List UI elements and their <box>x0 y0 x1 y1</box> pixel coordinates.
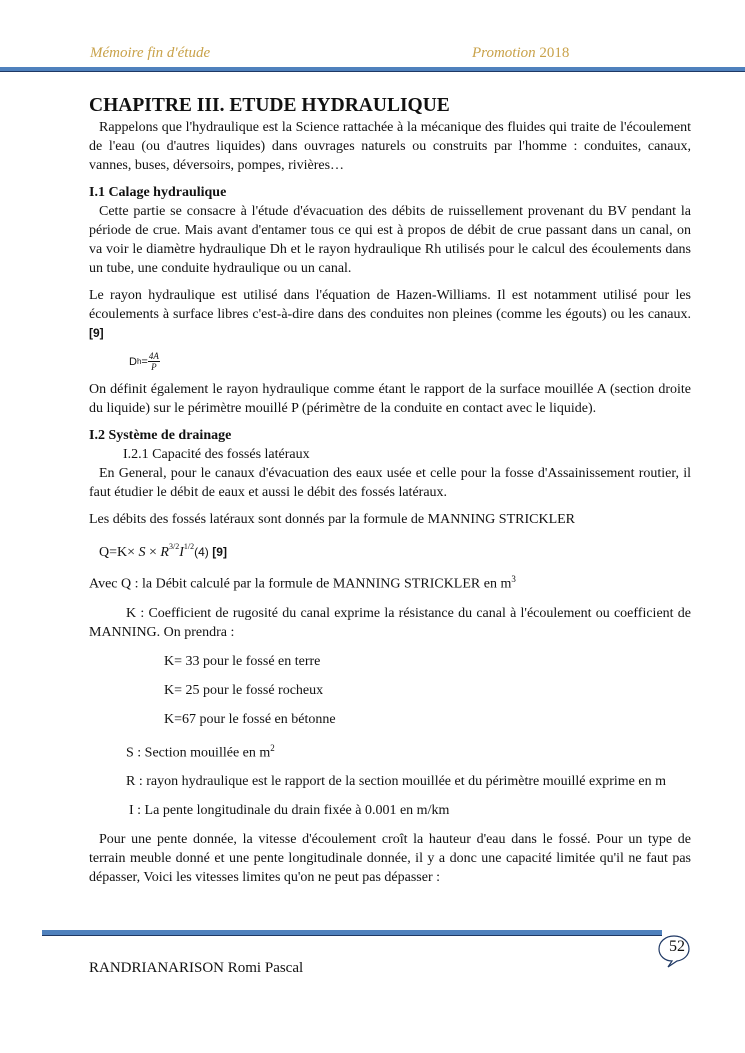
dh-symbol: D <box>129 355 137 368</box>
header-rule <box>0 67 745 72</box>
header-year: 2018 <box>539 45 570 61</box>
dh-numerator: 4A <box>148 351 159 361</box>
manning-i: I <box>179 545 184 560</box>
citation-ref: [9] <box>89 326 104 340</box>
k-value-2: K= 25 pour le fossé rocheux <box>164 682 324 698</box>
k-value-3: K=67 pour le fossé en bétonne <box>164 711 336 727</box>
section-2-paragraph-1: En General, pour le canaux d'évacuation des eaux usée et celle pour la fosse d'Assainissement routier, il faut étudier le débit de eaux et aussi le débit des fossés latéraux. <box>89 466 691 500</box>
section-1-paragraph-3: On définit également le rayon hydraulique comme étant le rapport de la surface mouillée A (section droite du liquide) sur le périmètre mouillé P (périmètre de la conduite en contact avec le liquide). <box>89 382 691 416</box>
page-content <box>89 94 691 887</box>
r-definition: R : rayon hydraulique est le rapport de la section mouillée et du périmètre mouillé exprime en m <box>126 774 666 790</box>
dh-equals: = <box>141 355 148 368</box>
avec-q-sup: 3 <box>511 574 516 584</box>
avec-q-text: Avec Q : la Débit calculé par la formule de MANNING STRICKLER en m <box>89 576 512 592</box>
section-1-heading: I.1 Calage hydraulique <box>89 185 227 200</box>
footer-author: RANDRIANARISON Romi Pascal <box>89 960 304 976</box>
page-number: 52 <box>669 938 685 955</box>
dh-formula <box>129 351 691 372</box>
header-right <box>472 45 569 62</box>
final-paragraph: Pour une pente donnée, la vitesse d'écoulement croît la hauteur d'eau dans le fossé. Pour un type de terrain meuble donné et une pente longitudinale donnée, il y a donc une capacité limitée qu'il ne faut pas dépasser, Voici les vitesses limites qu'on ne peut pas dépasser : <box>89 832 691 886</box>
manning-citation-ref: [9] <box>212 545 227 559</box>
section-1-paragraph-2-text: Le rayon hydraulique est utilisé dans l'équation de Hazen-Williams. Il est notamment utilisé pour les écoulements à surface libres c'est-à-dire dans des conduites non pleines (comme les égouts) ou les canaux. <box>89 288 691 322</box>
s-definition-sup: 2 <box>270 742 275 753</box>
section-1-paragraph-1: Cette partie se consacre à l'étude d'évacuation des débits de ruissellement provenant du BV pendant la période de crue. Mais avant d'entamer tous ce qui est à propos de débit de crue passant dans un canal, on va voir le diamètre hydraulique Dh et le rayon hydraulique Rh utilisés pour le calcul des écoulements dans un tube, une conduite hydraulique ou un canal. <box>89 204 691 276</box>
section-2-heading: I.2 Système de drainage <box>89 428 232 443</box>
chapter-title: CHAPITRE III. ETUDE HYDRAULIQUE <box>89 95 450 116</box>
dh-subscript: h <box>136 357 142 366</box>
manning-q-k: Q=K× <box>99 545 139 560</box>
header-left: Mémoire fin d'étude <box>90 45 211 61</box>
footer-rule <box>42 930 662 936</box>
section-2-paragraph-2: Les débits des fossés latéraux sont donnés par la formule de MANNING STRICKLER <box>89 512 576 527</box>
equation-number: (4) <box>194 545 209 559</box>
k-definition: K : Coefficient de rugosité du canal exprime la résistance du canal à l'écoulement ou coefficient de MANNING. On prendra : <box>89 605 691 640</box>
dh-denominator: P <box>151 362 157 372</box>
manning-formula <box>99 537 691 562</box>
manning-times: × <box>145 545 161 560</box>
manning-r: R <box>160 545 169 560</box>
intro-paragraph: Rappelons que l'hydraulique est la Science rattachée à la mécanique des fluides qui traite de l'écoulement de l'eau (ou d'autres liquides) dans ouvrages naturels ou construits par l'homme : conduites, canaux, vannes, buses, déversoirs, pompes, rivières… <box>89 120 691 173</box>
dh-fraction <box>148 351 160 372</box>
subsection-2-1-heading: I.2.1 Capacité des fossés latéraux <box>123 447 310 462</box>
section-1-paragraph-2 <box>89 286 691 343</box>
header-promotion-label: Promotion <box>472 45 536 61</box>
avec-q-definition <box>89 570 691 594</box>
s-definition <box>126 739 691 763</box>
i-definition: I : La pente longitudinale du drain fixée à 0.001 en m/km <box>129 803 450 819</box>
manning-s: S <box>138 545 146 560</box>
s-definition-text: S : Section mouillée en m <box>126 745 271 761</box>
manning-r-exponent: 3/2 <box>168 542 180 551</box>
manning-i-exponent: 1/2 <box>183 542 195 551</box>
k-value-1: K= 33 pour le fossé en terre <box>164 653 321 669</box>
